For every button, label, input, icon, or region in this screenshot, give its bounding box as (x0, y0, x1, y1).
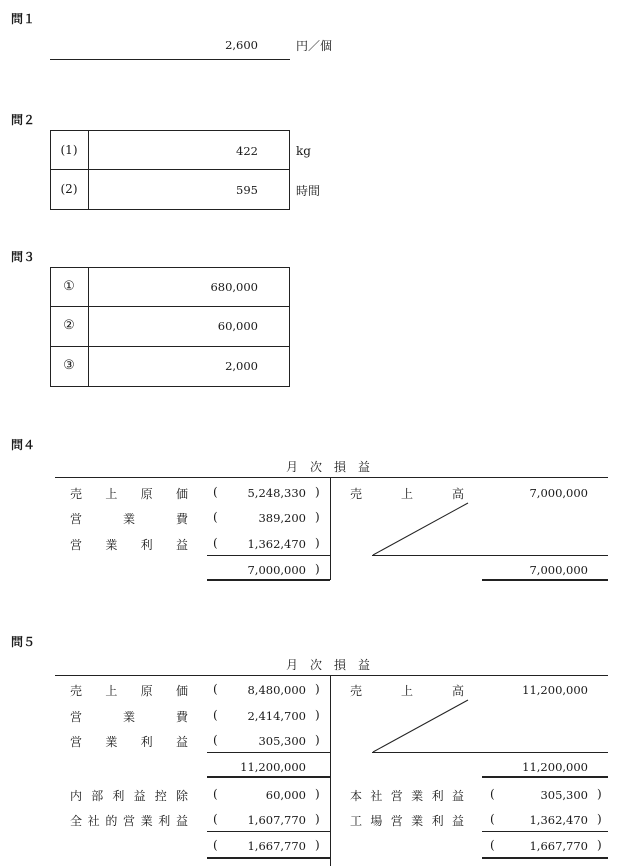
q5-left-total: 11,200,000 (240, 760, 306, 774)
q5-lower-right-row1-value: 305,300 (540, 788, 588, 802)
q4-top-rule (55, 477, 608, 478)
q4-left-row1-name: 売 上 原 価 (70, 487, 188, 501)
q3-row3-value: 2,000 (225, 359, 258, 373)
q2-row1-value: 422 (236, 144, 258, 158)
q5-right-total: 11,200,000 (522, 760, 588, 774)
q4-left-row2-name: 営 業 費 (70, 512, 188, 526)
q5-label: 問５ (11, 635, 36, 649)
q3-row2-value: 60,000 (217, 319, 258, 333)
q1-unit: 円／個 (296, 39, 333, 53)
q5-lower-right-row2-value: 1,362,470 (529, 813, 588, 827)
q5-center-rule (330, 675, 331, 866)
q2-label: 問２ (11, 113, 36, 127)
q3-row2-no: ② (63, 318, 75, 333)
q4-left-row3-name: 営 業 利 益 (70, 538, 188, 552)
q1-label: 問１ (11, 12, 36, 26)
q5-lower-right-row2-name: 工 場 営 業 利 益 (350, 814, 464, 828)
q2-row1-unit: kg (296, 144, 311, 158)
q4-right-row1-name: 売 上 高 (350, 487, 464, 501)
q4-left-row2-value: 389,200 (258, 511, 306, 525)
q3-row1-no: ① (63, 279, 75, 294)
q5-left-row1-name: 売 上 原 価 (70, 684, 188, 698)
q5-lower-left-row2-value: 1,607,770 (247, 813, 306, 827)
q2-row2-unit: 時間 (296, 184, 321, 198)
q4-left-row3-value: 1,362,470 (247, 537, 306, 551)
q5-left-row3-name: 営 業 利 益 (70, 735, 188, 749)
q5-right-row1-value: 11,200,000 (522, 683, 588, 697)
q5-lower-left-row1-name: 内 部 利 益 控 除 (70, 789, 188, 803)
q3-row3-no: ③ (63, 358, 75, 373)
q4-statement-title: 月 次 損 益 (285, 460, 370, 474)
q5-lower-left-row2-name: 全 社 的 営 業 利 益 (70, 814, 188, 828)
q4-right-row1-value: 7,000,000 (529, 486, 588, 500)
q5-left-row2-value: 2,414,700 (247, 709, 306, 723)
q5-left-row2-name: 営 業 費 (70, 710, 188, 724)
q1-answer-line (50, 59, 290, 60)
q5-lower-right-row1-name: 本 社 営 業 利 益 (350, 789, 464, 803)
q2-row2-value: 595 (236, 183, 258, 197)
q3-label: 問３ (11, 250, 36, 264)
q4-label: 問４ (11, 438, 36, 452)
q5-left-row1-value: 8,480,000 (247, 683, 306, 697)
q5-lower-right-total: 1,667,770 (529, 839, 588, 853)
q5-right-row1-name: 売 上 高 (350, 684, 464, 698)
q5-top-rule (55, 675, 608, 676)
q2-row2-no: (2) (60, 182, 78, 196)
q3-row1-value: 680,000 (210, 280, 258, 294)
q4-right-total: 7,000,000 (529, 563, 588, 577)
q2-answer-table (50, 130, 290, 210)
q1-answer-value: 2,600 (225, 38, 258, 52)
q2-row1-no: (1) (60, 143, 78, 157)
q4-center-rule (330, 477, 331, 580)
q5-statement-title: 月 次 損 益 (285, 658, 370, 672)
q4-left-row1-value: 5,248,330 (247, 486, 306, 500)
q5-blank-slash-line (370, 699, 470, 753)
q4-blank-slash-line (370, 502, 470, 556)
q5-left-row3-value: 305,300 (258, 734, 306, 748)
q5-lower-left-row1-value: 60,000 (265, 788, 306, 802)
q5-lower-left-total: 1,667,770 (247, 839, 306, 853)
q4-left-total: 7,000,000 (247, 563, 306, 577)
